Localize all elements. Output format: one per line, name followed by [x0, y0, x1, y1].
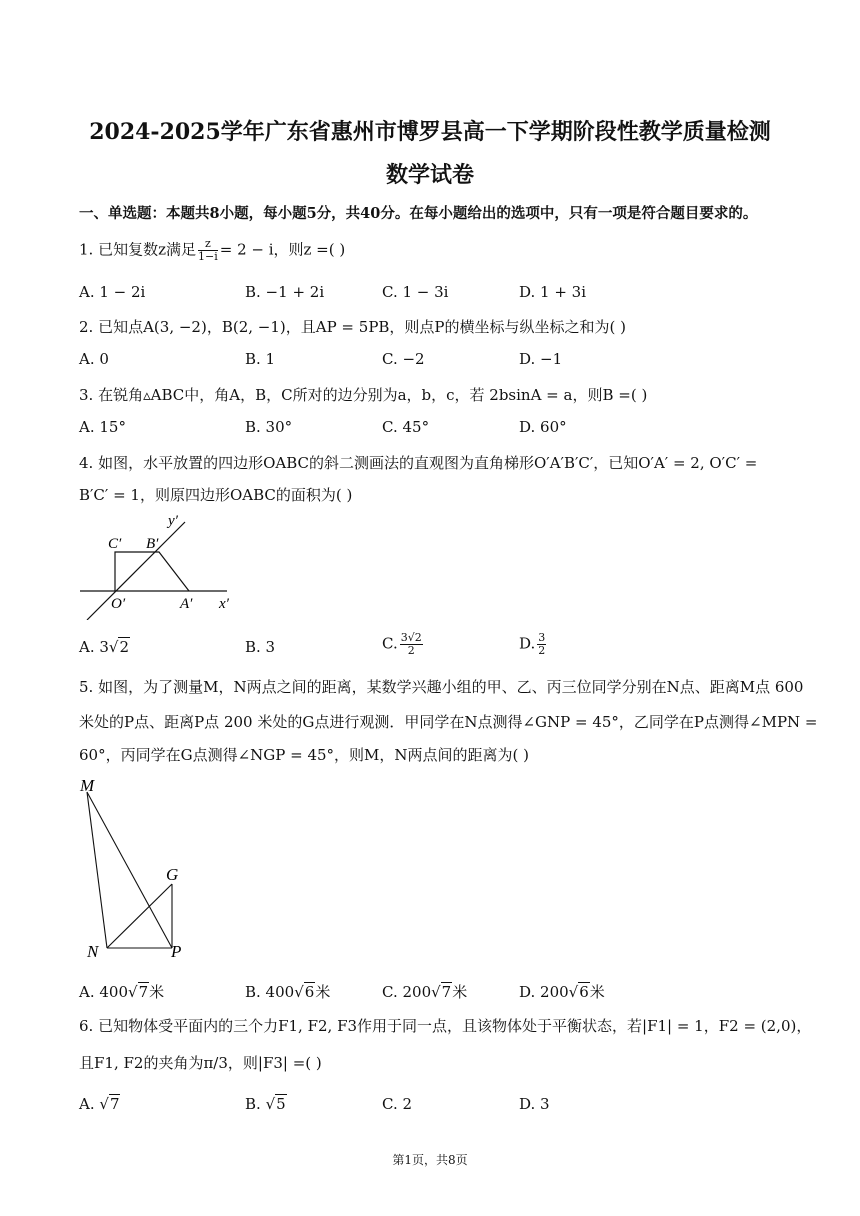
label-g: G: [166, 865, 179, 884]
q5-option-c: C. 200√7米: [382, 983, 468, 1001]
radicand: 5: [276, 1095, 286, 1113]
fraction-denominator: 1−i: [198, 250, 218, 263]
option-prefix: B. 400: [245, 983, 295, 1001]
page-footer: 第1页，共8页: [392, 1153, 468, 1167]
page-title: 2024-2025学年广东省惠州市博罗县高一下学期阶段性教学质量检测: [89, 119, 771, 145]
q2-option-b: B. 1: [245, 350, 276, 368]
section-heading: 一、单选题：本题共8小题，每小题5分，共40分。在每小题给出的选项中，只有一项是符合题目要求的。: [79, 205, 758, 222]
question-5: [79, 676, 803, 697]
question-5-line3: 60°，丙同学在G点测得∠NGP = 45°，则M，N两点间的距离为( ): [79, 746, 529, 764]
radicand: 6: [304, 983, 315, 1001]
question-text-tail: = 2 − i，则z =( ): [219, 240, 346, 259]
question-6-line2: 且F1, F2的夹角为π/3，则|F3| =( ): [79, 1054, 322, 1072]
question-number: 2.: [79, 318, 94, 336]
question-4: [79, 452, 757, 473]
option-prefix: C.: [382, 634, 398, 653]
question-text: 已知物体受平面内的三个力F1, F2, F3作用于同一点，且该物体处于平衡状态，若|F1| = 1，F2 = (2,0)，: [98, 1017, 812, 1035]
label-x-prime: x′: [219, 596, 229, 612]
q3-option-c: C. 45°: [382, 418, 430, 436]
trapezoid: [115, 552, 189, 591]
q3-option-d: D. 60°: [519, 418, 567, 436]
segment-mn: [87, 792, 107, 948]
q1-option-a: A. 1 − 2i: [79, 283, 146, 301]
q1-option-d: D. 1 + 3i: [519, 283, 587, 301]
q6-option-c: C. 2: [382, 1095, 413, 1113]
q6-option-b: B. √5: [245, 1095, 286, 1113]
q2-option-c: C. −2: [382, 350, 425, 368]
question-5-line2: 米处的P点、距离P点 200 米处的G点进行观测．甲同学在N点测得∠GNP = 45°，乙同学在P点测得∠MPN =: [79, 713, 818, 731]
label-c-prime: C′: [108, 536, 122, 552]
question-number: 3.: [79, 386, 94, 404]
option-prefix: D.: [519, 634, 536, 653]
option-prefix: A. 400: [79, 983, 128, 1001]
segment-ng: [107, 884, 172, 948]
q6-option-d: D. 3: [519, 1095, 550, 1113]
fraction-denominator: 2: [538, 644, 546, 657]
q4-option-b: B. 3: [245, 638, 276, 656]
option-prefix: B.: [245, 1095, 261, 1113]
question-number: 4.: [79, 454, 94, 472]
question-text: 如图，为了测量M，N两点之间的距离，某数学兴趣小组的甲、乙、丙三位同学分别在N点、距离M点 600: [98, 678, 804, 696]
q5-option-d: D. 200√6米: [519, 983, 605, 1001]
unit: 米: [149, 983, 165, 1001]
label-o-prime: O′: [111, 596, 126, 612]
option-prefix: A. 3: [79, 638, 109, 656]
question-number: 5.: [79, 678, 94, 696]
y-axis: [87, 522, 185, 620]
q2-option-d: D. −1: [519, 350, 563, 368]
question-text: 在锐角▵ABC中，角A，B，C所对的边分别为a，b，c，若 2bsinA = a，则B =( ): [98, 386, 648, 404]
label-y-prime: y′: [168, 513, 178, 529]
radicand: 7: [138, 983, 149, 1001]
oblique-projection-figure: [75, 510, 245, 620]
option-prefix: C. 200: [382, 983, 432, 1001]
fraction: [537, 632, 546, 657]
fraction: [198, 238, 218, 263]
q4-option-c: [382, 632, 425, 657]
question-1: [79, 238, 345, 263]
label-p: P: [171, 942, 182, 961]
unit: 米: [589, 983, 605, 1001]
fraction-numerator: z: [198, 238, 218, 251]
question-number: 1.: [79, 240, 94, 259]
q1-option-b: B. −1 + 2i: [245, 283, 325, 301]
distance-measurement-figure: [75, 774, 195, 964]
q5-option-a: A. 400√7米: [79, 983, 165, 1001]
fraction: [400, 632, 423, 657]
question-3: [79, 384, 647, 405]
question-6: [79, 1015, 811, 1036]
q2-option-a: A. 0: [79, 350, 109, 368]
label-n: N: [87, 942, 99, 961]
question-4-line2: B′C′ = 1，则原四边形OABC的面积为( ): [79, 486, 353, 504]
fraction-numerator: 3√2: [400, 631, 422, 644]
option-prefix: D. 200: [519, 983, 569, 1001]
unit: 米: [315, 983, 331, 1001]
label-m: M: [80, 776, 95, 795]
label-b-prime: B′: [146, 536, 159, 552]
question-number: 6.: [79, 1017, 94, 1035]
radicand: 7: [109, 1095, 120, 1113]
q6-option-a: A. √7: [79, 1095, 120, 1113]
fraction-denominator: 2: [407, 644, 415, 657]
question-text: 已知复数z满足: [98, 240, 196, 259]
question-text: 如图，水平放置的四边形OABC的斜二测画法的直观图为直角梯形O′A′B′C′，已知O′A′ = 2, O′C′ =: [98, 454, 758, 472]
q5-option-b: B. 400√6米: [245, 983, 331, 1001]
q1-option-c: C. 1 − 3i: [382, 283, 449, 301]
q3-option-a: A. 15°: [79, 418, 126, 436]
radicand: 2: [119, 638, 130, 656]
option-prefix: A.: [79, 1095, 95, 1113]
q4-option-a: A. 3√2: [79, 638, 130, 656]
fraction-numerator: 3: [538, 631, 546, 644]
radicand: 7: [441, 983, 452, 1001]
label-a-prime: A′: [180, 596, 193, 612]
q4-option-d: [519, 632, 548, 657]
radicand: 6: [579, 983, 589, 1001]
segment-mp: [87, 792, 172, 948]
question-2: [79, 316, 626, 337]
question-text: 已知点A(3, −2)，B(2, −1)，且AP = 5PB，则点P的横坐标与纵坐标之和为( ): [98, 318, 626, 336]
q3-option-b: B. 30°: [245, 418, 293, 436]
page-subtitle: 数学试卷: [385, 162, 474, 188]
unit: 米: [452, 983, 468, 1001]
